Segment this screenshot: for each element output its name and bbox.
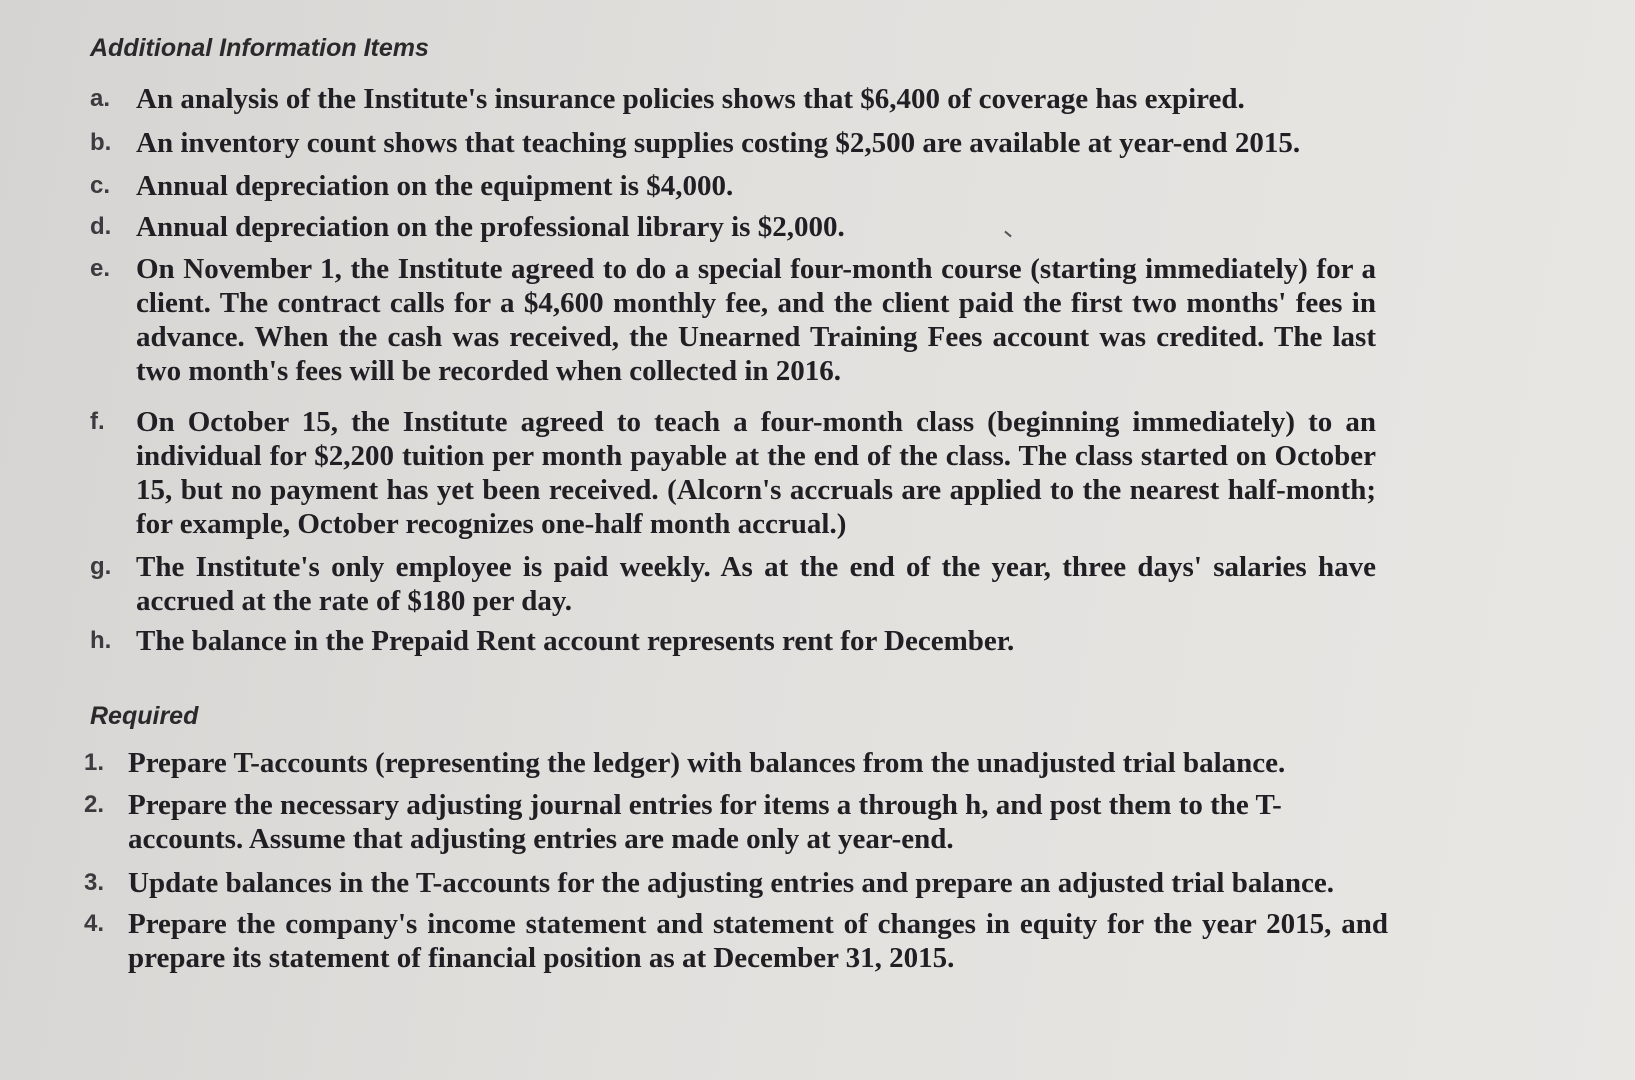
stray-mark bbox=[1004, 231, 1011, 238]
item-text: Prepare the necessary adjusting journal entries for items a through h, and post them to the T-accounts. Assume that adjusting entries are made only at year-end. bbox=[128, 789, 1282, 855]
info-item-g bbox=[90, 550, 1376, 618]
item-text: On November 1, the Institute agreed to do a special four-month course (starting immediately) for a client. The contract calls for a $4,600 monthly fee, and the client paid the first two months' fees in advance. When the cash was received, the Unearned Training Fees account was credited. The last two month's fees will be recorded when collected in 2016. bbox=[136, 253, 1376, 387]
item-marker: 1. bbox=[84, 749, 105, 776]
item-text: On October 15, the Institute agreed to teach a four-month class (beginning immediately) to an individual for $2,200 tuition per month payable at the end of the class. The class started on October 15, but no payment has yet been received. (Alcorn's accruals are applied to the nearest half-month; for example, October recognizes one-half month accrual.) bbox=[136, 406, 1376, 540]
item-text: An analysis of the Institute's insurance policies shows that $6,400 of coverage has expired. bbox=[136, 83, 1245, 115]
info-item-h bbox=[90, 624, 1015, 658]
item-text: Prepare the company's income statement and statement of changes in equity for the year 2015, and prepare its statement of financial position as at December 31, 2015. bbox=[128, 908, 1388, 974]
required-item-3 bbox=[84, 866, 1335, 900]
info-item-c bbox=[90, 169, 734, 203]
info-item-d bbox=[90, 210, 845, 244]
required-item-2 bbox=[84, 788, 1388, 856]
item-marker: e. bbox=[90, 255, 111, 282]
item-text: An inventory count shows that teaching supplies costing $2,500 are available at year-end 2015. bbox=[136, 127, 1301, 159]
item-marker: 2. bbox=[84, 791, 105, 818]
required-item-4 bbox=[84, 907, 1388, 975]
item-marker: c. bbox=[90, 172, 111, 199]
item-marker: h. bbox=[90, 627, 112, 654]
additional-information-title: Additional Information Items bbox=[90, 34, 429, 62]
item-marker: a. bbox=[90, 85, 111, 112]
item-text: Annual depreciation on the equipment is $4,000. bbox=[136, 170, 734, 202]
item-text: The balance in the Prepaid Rent account represents rent for December. bbox=[136, 625, 1015, 657]
info-item-a bbox=[90, 82, 1245, 116]
item-marker: 3. bbox=[84, 869, 105, 896]
item-marker: g. bbox=[90, 553, 112, 580]
item-text: Prepare T-accounts (representing the ledger) with balances from the unadjusted trial balance. bbox=[128, 747, 1286, 779]
item-marker: f. bbox=[90, 408, 105, 435]
required-title: Required bbox=[90, 702, 199, 730]
item-marker: d. bbox=[90, 213, 112, 240]
item-text: Update balances in the T-accounts for the adjusting entries and prepare an adjusted trial balance. bbox=[128, 867, 1335, 899]
required-item-1 bbox=[84, 746, 1286, 780]
info-item-b bbox=[90, 126, 1301, 160]
item-marker: b. bbox=[90, 129, 112, 156]
item-text: Annual depreciation on the professional library is $2,000. bbox=[136, 211, 845, 243]
item-marker: 4. bbox=[84, 910, 105, 937]
item-text: The Institute's only employee is paid weekly. As at the end of the year, three days' salaries have accrued at the rate of $180 per day. bbox=[136, 551, 1376, 617]
info-item-e bbox=[90, 252, 1376, 388]
info-item-f bbox=[90, 405, 1376, 541]
